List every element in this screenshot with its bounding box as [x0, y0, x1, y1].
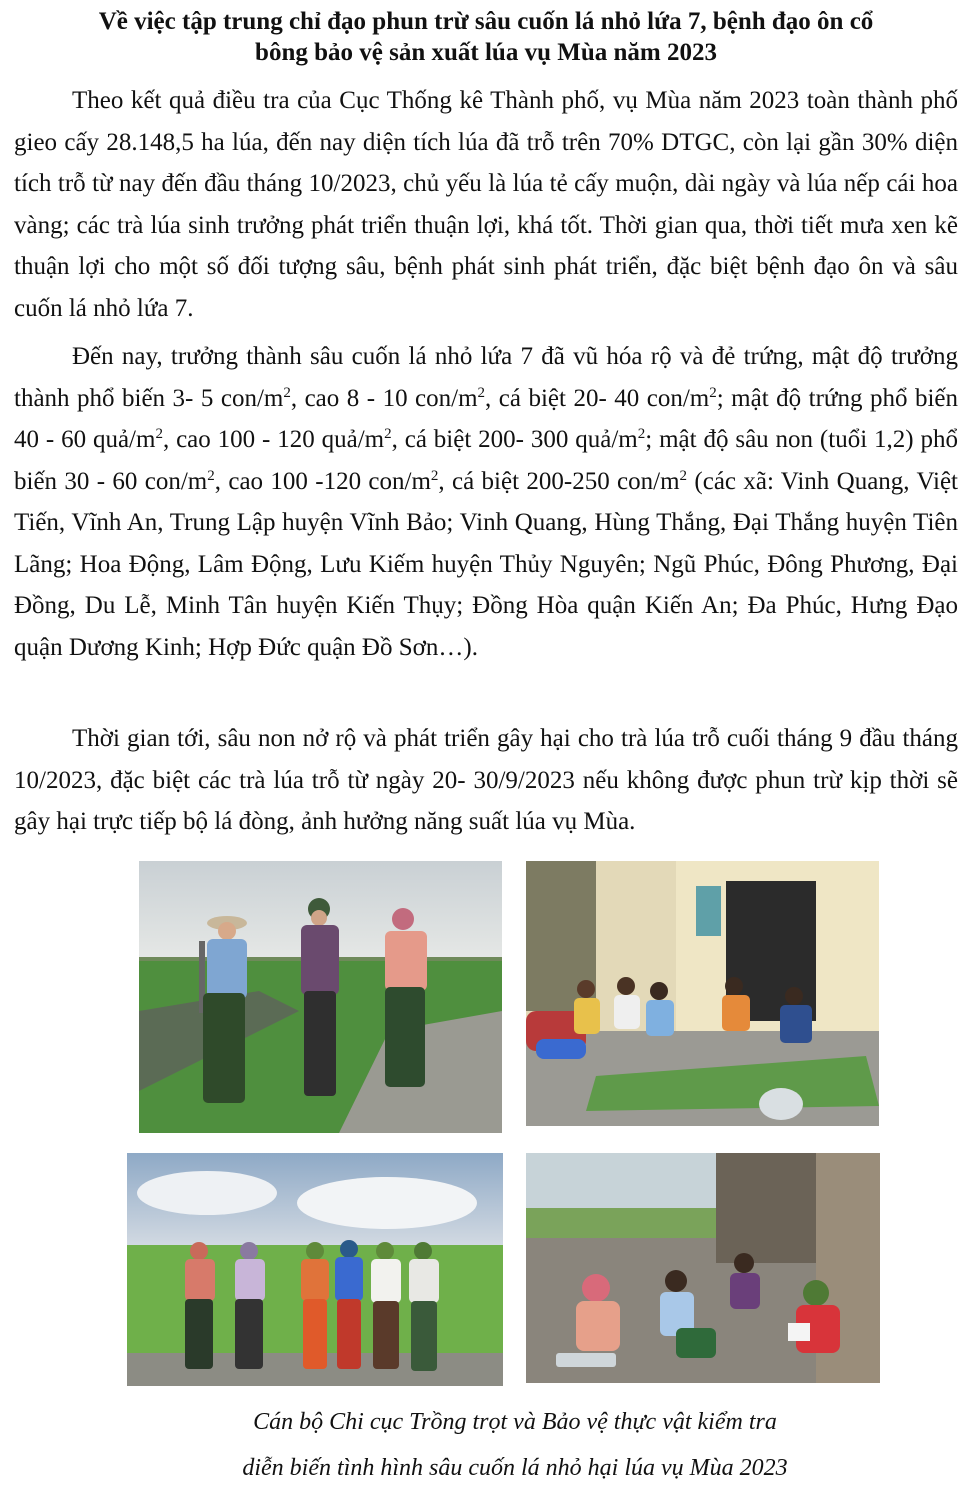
density-text: , cao 100 - 120 quả/m: [162, 426, 385, 453]
paragraph-forecast: Thời gian tới, sâu non nở rộ và phát triển gây hại cho trà lúa trỗ cuối tháng 9 đầu tháng 10/2023, đặc biệt các trà lúa trỗ từ ngày 20- 30/9/2023 nếu không được phun trừ kịp thời sẽ gây hại trực tiếp bộ lá đòng, ảnh hưởng năng suất lúa vụ Mùa.: [14, 725, 958, 835]
article-title: [0, 6, 972, 68]
density-text: Đến nay, trưởng thành sâu cuốn lá nhỏ lứa 7 đã vũ hóa rộ và đẻ trứng, mật độ trưởng thành phổ biến 3- 5 con/m: [14, 343, 958, 412]
unit-superscript: 2: [709, 384, 717, 401]
paragraph-pest-density: [14, 336, 958, 668]
density-text: , cao 8 - 10 con/m: [290, 384, 478, 412]
unit-superscript: 2: [430, 467, 439, 484]
density-text: , cá biệt 20- 40 con/m: [485, 384, 710, 412]
density-text: , cá biệt 200- 300 quả/m: [391, 426, 638, 453]
data-recording-photo: [526, 1153, 880, 1383]
communes-list: (các xã: Vinh Quang, Việt Tiến, Vĩnh An, Trung Lập huyện Vĩnh Bảo; Vinh Quang, Hùng Thắng, Đại Thắng huyện Tiên Lãng; Hoa Động, Lâm Động, Lưu Kiếm huyện Thủy Nguyên; Ngũ Phúc, Đông Phương, Đại Đồng, Du Lễ, Minh Tân huyện Kiến Thụy; Đồng Hòa quận Kiến An; Đa Phúc, Hưng Đạo quận Dương Kinh; Hợp Đức quận Đồ Sơn…).: [14, 467, 958, 661]
density-text: , cá biệt 200-250 con/m: [438, 467, 680, 495]
density-text: , cao 100 -120 con/m: [214, 467, 431, 495]
photo-caption-line-1: Cán bộ Chi cục Trồng trọt và Bảo vệ thực vật kiểm tra: [253, 1409, 777, 1435]
unit-superscript: 2: [384, 426, 392, 442]
paragraph-survey: Theo kết quả điều tra của Cục Thống kê Thành phố, vụ Mùa năm 2023 toàn thành phố gieo cấy 28.148,5 ha lúa, đến nay diện tích lúa đã trỗ trên 70% DTGC, còn lại gần 30% diện tích trỗ từ nay đến đầu tháng 10/2023, chủ yếu là lúa tẻ cấy muộn, dài ngày và lúa nếp cái hoa vàng; các trà lúa sinh trưởng phát triển thuận lợi, khá tốt. Thời gian qua, thời tiết mưa xen kẽ thuận lợi cho một số đối tượng sâu, bệnh phát sinh phát triển, đặc biệt bệnh đạo ôn và sâu cuốn lá nhỏ lứa 7.: [14, 87, 958, 322]
density-text: ; mật độ trứng phổ biến 40 - 60 quả/m: [14, 384, 958, 453]
group-field-photo: [127, 1153, 503, 1386]
unit-superscript: 2: [283, 384, 291, 401]
unit-superscript: 2: [207, 467, 215, 484]
unit-superscript: 2: [155, 426, 163, 442]
unit-superscript: 2: [477, 384, 486, 401]
unit-superscript: 2: [679, 467, 688, 484]
sample-sorting-photo: [526, 861, 879, 1126]
density-text: ; mật độ sâu non (tuổi 1,2) phổ biến 30 - 60 con/m: [14, 426, 958, 495]
title-line-2: bông bảo vệ sản xuất lúa vụ Mùa năm 2023: [255, 39, 717, 66]
field-inspection-photo: [139, 861, 502, 1133]
title-line-1: Về việc tập trung chỉ đạo phun trừ sâu cuốn lá nhỏ lứa 7, bệnh đạo ôn cổ: [98, 8, 874, 35]
photo-caption-line-2: diễn biến tình hình sâu cuốn lá nhỏ hại lúa vụ Mùa 2023: [242, 1455, 788, 1481]
unit-superscript: 2: [637, 426, 646, 442]
